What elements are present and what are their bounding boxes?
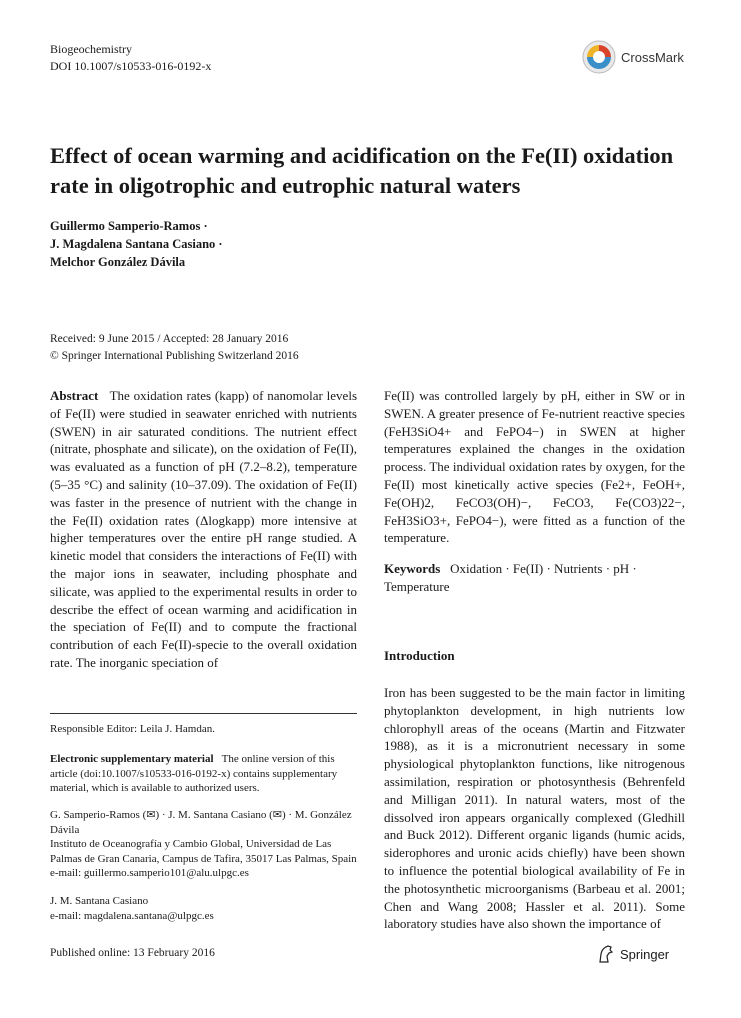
contact-name-2: J. M. Santana Casiano	[50, 895, 149, 907]
journal-name: Biogeochemistry	[50, 42, 132, 56]
crossmark-icon	[582, 40, 616, 74]
affiliation-institution: Instituto de Oceanografía y Cambio Global, Universidad de Las Palmas de Gran Canaria, Campus de Tafira, 35017 Las Palmas, Spain	[50, 838, 357, 865]
introduction-text: Iron has been suggested to be the main factor in limiting phytoplankton development, in high nutrients low chlorophyll areas of the oceans (Martin and Fitzwater 1988), as it is a micronutrient necessary in some physiological phytoplankton functions, like nitrogenous assimilation, respiration or photosynthesis (Behrenfeld and Milligan 2011). In natural waters, most of the dissolved iron appears organically complexed (Gledhill and Buck 2012). Different organic ligands (humic acids, siderophores and uronic acids chiefly) have been shown to influence the potential biological availability of Fe in the photosynthetic microorganisms (Barbeau et al. 2001; Chen and Wang 2008; Hassler et al. 2011). Some laboratory studies have also shown the importance of	[384, 685, 685, 932]
email-1[interactable]: e-mail: guillermo.samperio101@alu.ulpgc.es	[50, 867, 249, 879]
springer-label: Springer	[620, 946, 670, 962]
abstract-text-left: The oxidation rates (kapp) of nanomolar levels of Fe(II) were studied in seawater enriched with nutrients (SWEN) in air saturated conditions. The nutrient effect (nitrate, phosphate and silicate), on the oxidation of Fe(II), was evaluated as a function of pH (7.2–8.2), temperature (5–35 °C) and salinity (10–37.09). The oxidation of Fe(II) was faster in the presence of nutrient with the change in the Fe(II) oxidation rates (Δlogkapp) more intensive at higher temperatures over the entire pH range studied. A kinetic model that considers the interactions of Fe(II) with the major ions in seawater, including phosphate and silicate, was applied to the experimental results in order to describe the effect of ocean warming and acidification in the speciation of Fe(II) and to compute the fractional contribution of each Fe(II)-specie to the overall oxidation rate. The inorganic speciation of	[50, 388, 357, 670]
abstract-left	[50, 387, 357, 672]
keywords	[384, 560, 685, 596]
abstract-right: Fe(II) was controlled largely by pH, either in SW or in SWEN. A greater presence of Fe-nutrient reactive species (FeH3SiO4+ and FePO4−) in SWEN at higher temperatures explained the changes in the oxidation process. The individual oxidation rates by oxygen, for the Fe(II) most kinetically active species (Fe2+, FeOH+, Fe(OH)2, FeCO3(OH)−, FeCO3, Fe(CO3)22−, FeH3SiO3+, FePO4−), were fitted as a function of the temperature.	[384, 388, 685, 546]
author-2[interactable]: J. Magdalena Santana Casiano ·	[50, 237, 223, 251]
crossmark-label: CrossMark	[621, 49, 684, 65]
paper-title: Effect of ocean warming and acidification on the Fe(II) oxidation rate in oligotrophic and eutrophic natural waters	[50, 143, 674, 198]
author-1[interactable]: Guillermo Samperio-Ramos ·	[50, 219, 208, 233]
published-online: Published online: 13 February 2016	[50, 947, 215, 959]
article-dates	[50, 331, 299, 365]
responsible-editor: Responsible Editor: Leila J. Hamdan.	[50, 723, 215, 735]
crossmark-badge[interactable]	[582, 40, 684, 74]
abstract-label: Abstract	[50, 388, 99, 403]
esm-text: The online version of this article (doi:10.1007/s10533-016-0192-x) contains supplementary material, which is available to authorized users.	[50, 753, 338, 794]
esm-note	[50, 752, 357, 796]
affiliation-block	[50, 808, 357, 881]
affiliation-names: G. Samperio-Ramos (✉) · J. M. Santana Casiano (✉) · M. González Dávila	[50, 809, 352, 836]
copyright: © Springer International Publishing Switzerland 2016	[50, 350, 299, 362]
author-3[interactable]: Melchor González Dávila	[50, 255, 186, 269]
received-accepted: Received: 9 June 2015 / Accepted: 28 January 2016	[50, 333, 289, 345]
springer-logo	[597, 944, 669, 964]
doi-line[interactable]: DOI 10.1007/s10533-016-0192-x	[50, 59, 212, 73]
esm-label: Electronic supplementary material	[50, 753, 214, 765]
second-contact	[50, 894, 357, 923]
keywords-label: Keywords	[384, 561, 441, 576]
author-list	[50, 217, 223, 271]
footnote-divider	[50, 713, 357, 714]
springer-horse-icon	[597, 944, 615, 964]
email-2[interactable]: e-mail: magdalena.santana@ulpgc.es	[50, 909, 214, 922]
introduction-heading: Introduction	[384, 648, 455, 663]
keywords-text: Oxidation · Fe(II) · Nutrients · pH · Temperature	[384, 561, 637, 594]
